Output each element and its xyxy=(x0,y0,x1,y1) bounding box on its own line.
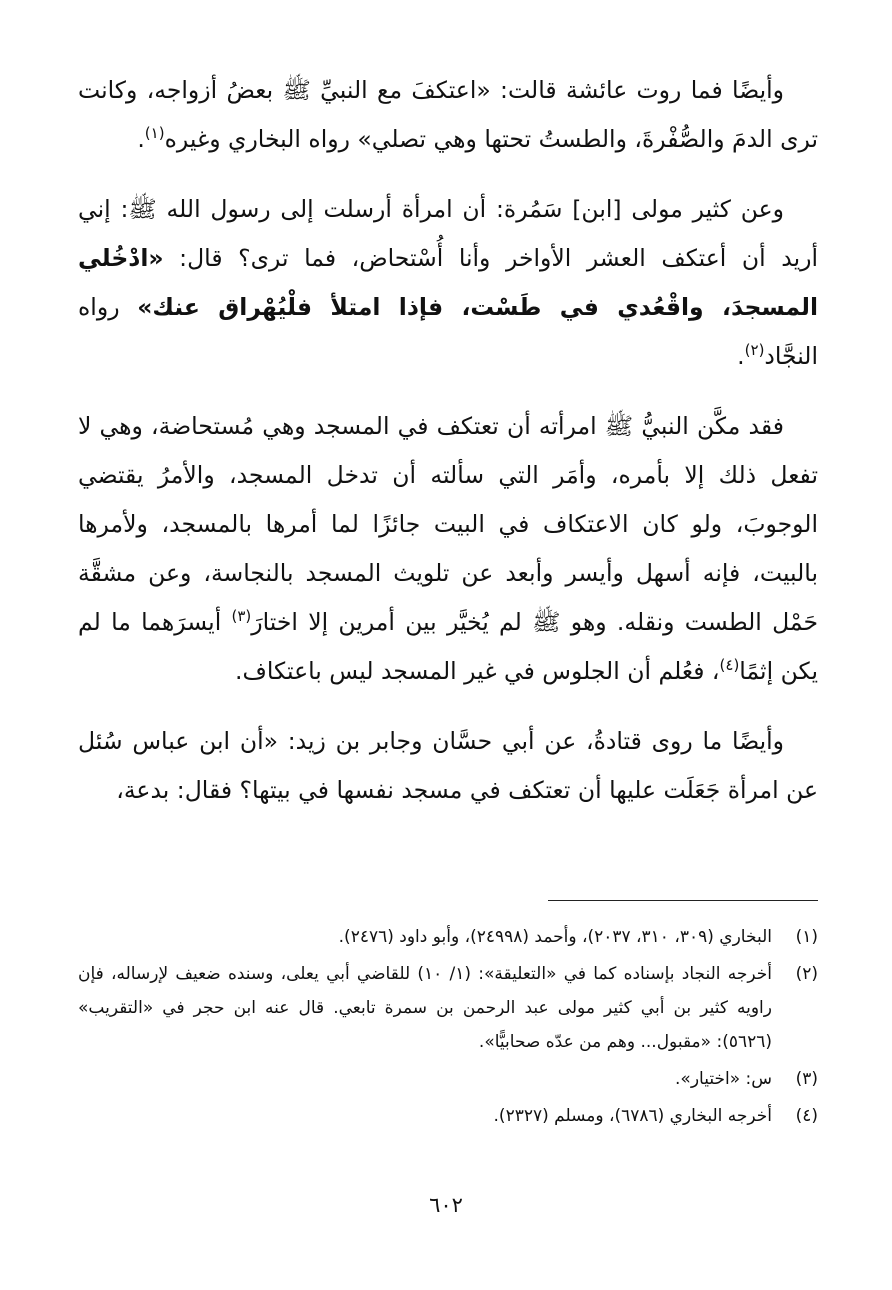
footnote-number: (٢) xyxy=(795,964,818,984)
paragraph-3-part2: أيسرَهما ما لم يكن إثمًا xyxy=(78,608,818,685)
paragraph-2-trail: رواه النجَّاد xyxy=(78,293,818,370)
hadith-quote: «ادْخُلي المسجدَ، واقْعُدي في طَسْت، فإذا امتلأ فلْيُهْراق عنك» xyxy=(78,244,819,321)
footnote-3 xyxy=(78,1062,818,1096)
paragraph-4 xyxy=(78,717,818,815)
footnote-number: (١) xyxy=(795,927,818,947)
footnote-2 xyxy=(78,957,818,1059)
paragraph-4-text: وأيضًا ما روى قتادةُ، عن أبي حسَّان وجابر بن زيد: «أن ابن عباس سُئل عن امرأة جَعَلَت عليها أن تعتكف في مسجد نفسها في بيتها؟ فقال: بدعة، xyxy=(78,727,818,804)
footnote-ref-4[interactable]: (٤) xyxy=(719,656,740,675)
paragraph-1-tail: . xyxy=(137,125,145,153)
footnote-1 xyxy=(78,920,818,954)
paragraph-1-text: وأيضًا فما روت عائشة قالت: «اعتكفَ مع النبيِّ ﷺ بعضُ أزواجه، وكانت ترى الدمَ والصُّفْرةَ، والطستُ تحتها وهي تصلي» رواه البخاري وغيره xyxy=(78,76,818,153)
footnote-ref-3[interactable]: (٣) xyxy=(231,607,252,626)
paragraph-2-tail: . xyxy=(737,342,745,370)
paragraph-3 xyxy=(78,402,818,696)
footnote-text: البخاري (٣٠٩، ٣١٠، ٢٠٣٧)، وأحمد (٢٤٩٩٨)، وأبو داود (٢٤٧٦). xyxy=(338,927,772,947)
footnote-number: (٤) xyxy=(795,1106,818,1126)
paragraph-2-lead: وعن كثير مولى [ابن] سَمُرة: أن امرأة أرسلت إلى رسول الله ﷺ: إني أريد أن أعتكف العشر الأواخر وأنا أُسْتحاض، فما ترى؟ قال: xyxy=(78,195,818,272)
footnote-text: أخرجه النجاد بإسناده كما في «التعليقة»: (١/ ١٠) للقاضي أبي يعلى، وسنده ضعيف لإرساله، فإن راويه كثير بن أبي كثير مولى عبد الرحمن بن سمرة تابعي. قال عنه ابن حجر في «التقريب» (٥٦٢٦): «مقبول... وهم من عدّه صحابيًّا». xyxy=(78,964,772,1052)
footnote-number: (٣) xyxy=(795,1069,818,1089)
footnote-ref-2[interactable]: (٢) xyxy=(744,341,765,360)
footnote-text: أخرجه البخاري (٦٧٨٦)، ومسلم (٢٣٢٧). xyxy=(493,1106,772,1126)
paragraph-3-part1: فقد مكَّن النبيُّ ﷺ امرأته أن تعتكف في المسجد وهي مُستحاضة، وهي لا تفعل ذلك إلا بأمره، وأمَر التي سألته أن تدخل المسجد، والأمرُ يقتضي الوجوبَ، ولو كان الاعتكاف في البيت جائزًا لما أمرها بالمسجد، ولأمرها بالبيت، فإنه أسهل وأيسر وأبعد عن تلويث المسجد بالنجاسة، وعن مشقَّة حَمْل الطست ونقله. وهو ﷺ لم يُخيَّر بين أمرين إلا اختارَ xyxy=(78,412,818,636)
footnote-text: س: «اختيار». xyxy=(675,1069,772,1089)
footnotes xyxy=(78,920,818,1136)
main-text xyxy=(78,66,818,836)
footnote-4 xyxy=(78,1099,818,1133)
footnote-ref-1[interactable]: (١) xyxy=(144,124,165,143)
paragraph-3-part3: ، فعُلم أن الجلوس في غير المسجد ليس باعتكاف. xyxy=(235,657,720,685)
paragraph-1 xyxy=(78,66,818,164)
footnote-divider xyxy=(548,900,818,901)
page-number: ٦٠٢ xyxy=(429,1193,463,1217)
paragraph-2 xyxy=(78,185,818,381)
